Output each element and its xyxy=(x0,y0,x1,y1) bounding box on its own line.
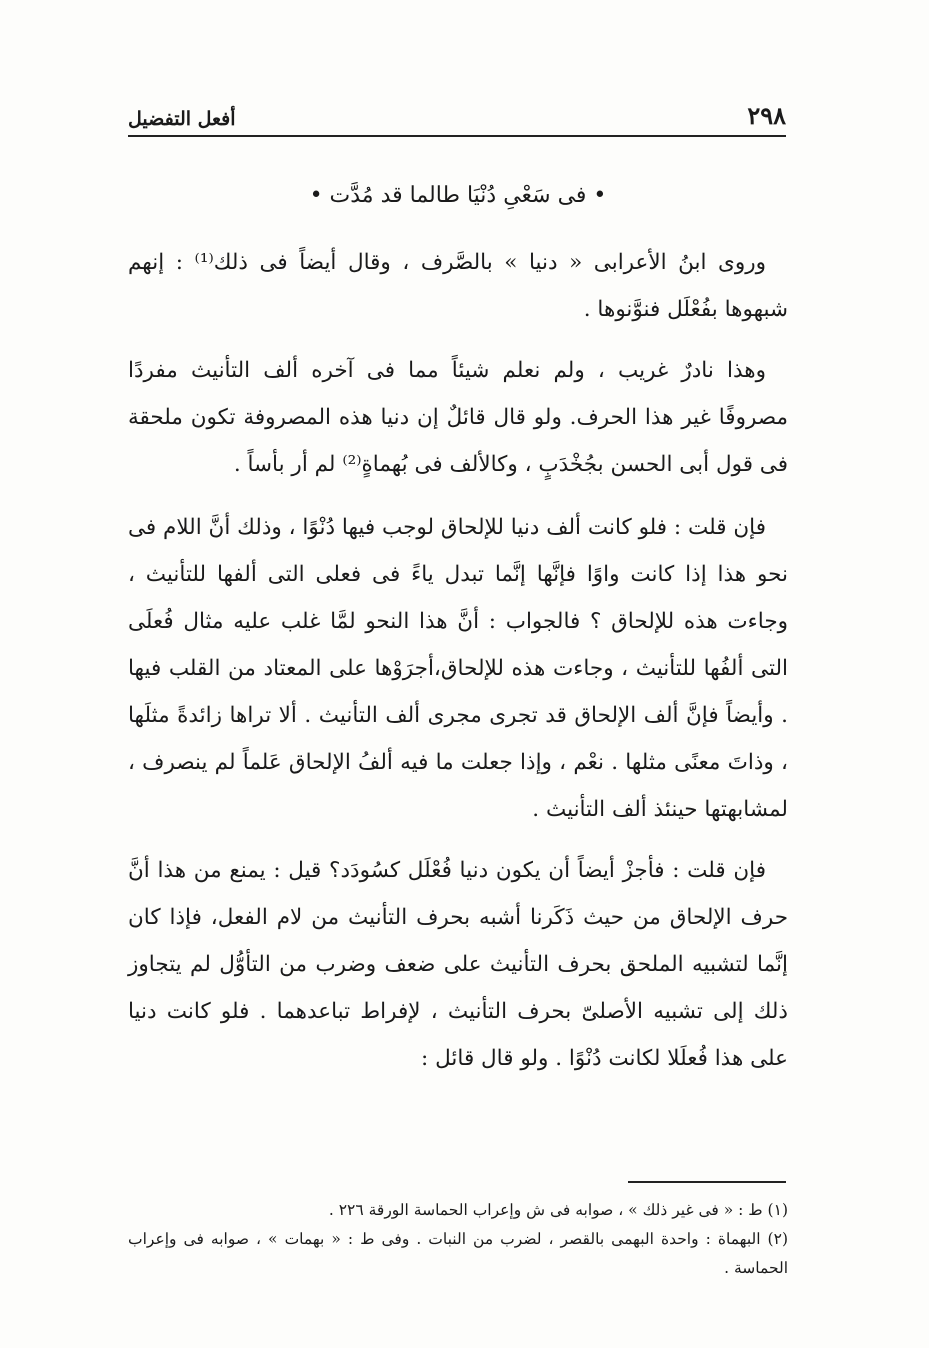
paragraph: وهذا نادرٌ غريب ، ولم نعلم شيئاً مما فى آخره ألف التأنيث مفردًا مصروفًا غير هذا الحرف. ولو قال قائلٌ إن دنيا هذه المصروفة تكون ملحقة فى قول أبى الحسن بجُخْدَبٍ ، وكالألف فى بُهماةٍ⁽²⁾ لم أر بأساً . xyxy=(128,358,788,477)
paragraph: فإن قلت : فأجزْ أيضاً أن يكون دنيا فُعْلَل كسُودَد؟ قيل : يمنع من هذا أنَّ حرف الإلحاق من حيث ذَكَرنا أشبه بحرف التأنيث من لام الفعل، فإذا كان إنَّما لتشبيه الملحق بحرف التأنيث على ضعف وضرب من التأوُّل لم يتجاوز ذلك إلى تشبيه الأصلىّ بحرف التأنيث ، لإفراط تباعدهما . فلو كانت دنيا على هذا فُعلَلا لكانت دُنْوًا . ولو قال قائل : xyxy=(128,858,788,1071)
running-title: أفعل التفضيل xyxy=(128,108,236,130)
page-header xyxy=(128,96,786,130)
footnote: (٢) البهماة : واحدة البهمى بالقصر ، لضرب من النبات . وفى ط : « بهمات » ، صوابه فى وإعراب الحماسة . xyxy=(128,1230,788,1277)
verse-line: • فى سَعْىِ دُنْيَا طالما قد مُدَّت • xyxy=(309,183,607,208)
footnote: (١) ط : « فى غير ذلك » ، صوابه فى ش وإعراب الحماسة الورقة ٢٢٦ . xyxy=(328,1201,788,1219)
page-number: ٢٩٨ xyxy=(747,101,786,130)
paragraph: فإن قلت : فلو كانت ألف دنيا للإلحاق لوجب فيها دُنْوًا ، وذلك أنَّ اللام فى نحو هذا إذا كانت واوًا فإنَّها إنَّما تبدل ياءً فى فعلى التى ألفها للتأنيث ، وجاءت هذه للإلحاق ؟ فالجواب : أنَّ هذا النحو لمَّا غلب عليه مثال فُعلَى التى ألفُها للتأنيث ، وجاءت هذه للإلحاق،أجرَوْها على المعتاد من القلب فيها . وأيضاً فإنَّ ألف الإلحاق قد تجرى مجرى ألف التأنيث . ألا تراها زائدةً مثلَها ، وذاتَ معنًى مثلها . نعْم ، وإذا جعلت ما فيه ألفُ الإلحاق عَلماً لم ينصرف ، لمشابهتها حينئذ ألف التأنيث . xyxy=(128,515,788,822)
footnote-divider xyxy=(628,1181,786,1183)
header-divider xyxy=(128,135,786,137)
main-text xyxy=(128,172,788,1100)
footnotes xyxy=(128,1196,788,1283)
paragraph: وروى ابنُ الأعرابى « دنيا » بالصَّرف ، وقال أيضاً فى ذلك⁽¹⁾ : إنهم شبهوها بفُعْلَل فنوَّنوها . xyxy=(128,250,788,322)
